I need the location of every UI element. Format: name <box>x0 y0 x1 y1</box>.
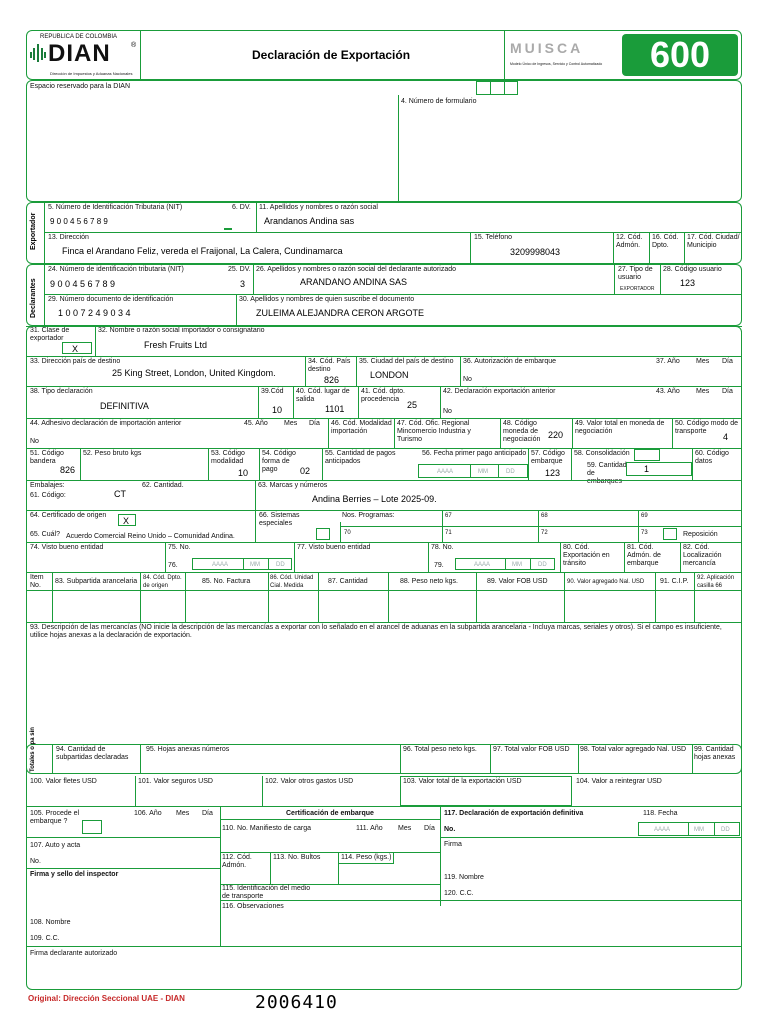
f120-label: 120. C.C. <box>444 890 474 897</box>
muisca-subtitle: Modelo Único de Ingresos, Servicio y Control Automatizado <box>510 62 603 66</box>
f45-mes: Mes <box>284 420 298 427</box>
f37-mes: Mes <box>696 358 710 365</box>
f106-label: 106. Año <box>134 810 162 817</box>
doc-id-value[interactable]: 1 0 0 7 2 4 9 0 3 4 <box>58 308 131 318</box>
f56-mm: MM <box>478 469 488 475</box>
f93-description-label: 93. Descripción de las mercancías (NO inicie la descripción de las mercancías a exportar con lo señalado en el arancel de aduanas en la subpartida arancelaria - Incluya marcas, seriales y otros). Si el campo es insuficiente, utilice hojas anexas a la declaración de exportación. <box>30 624 722 639</box>
doc-id-label: 29. Número documento de identificación <box>48 296 174 303</box>
col-f90: 90. Valor agregado Nal. USD <box>567 579 645 585</box>
reposicion-label: Reposición <box>683 531 718 538</box>
f37-label: 37. Año <box>656 358 680 365</box>
f16-label: 16. Cód. Dpto. <box>652 234 679 249</box>
decl-nit-label: 24. Número de identificación tributaria (NIT) <box>48 266 184 273</box>
f41-value[interactable]: 25 <box>407 400 418 410</box>
form-title: Declaración de Exportación <box>252 48 411 62</box>
form-number-boxes[interactable] <box>476 81 518 95</box>
f118-dd: DD <box>721 827 730 833</box>
f76-mm: MM <box>250 562 260 568</box>
f111-dia: Día <box>424 825 435 832</box>
reserved-area <box>26 80 742 202</box>
f38-label: 38. Tipo declaración <box>30 388 93 395</box>
form-number-label: 4. Número de formulario <box>401 98 477 105</box>
dian-logo-text: DIAN <box>48 40 111 67</box>
f112-label: 112. Cód. Admón. <box>222 854 252 869</box>
f82-label: 82. Cód. Localización mercancía <box>683 544 722 567</box>
f31-value[interactable]: X <box>72 344 79 354</box>
signer-label: 30. Apellidos y nombres de quien suscribe el documento <box>239 296 415 303</box>
phone-label: 15. Teléfono <box>474 234 513 241</box>
f45-dia: Día <box>309 420 320 427</box>
f111-mes: Mes <box>398 825 412 832</box>
col-f92: 92. Aplicación casilla 66 <box>697 575 735 589</box>
nos-programas-label: Nos. Programas: <box>342 512 395 519</box>
f48-label: 48. Código moneda de negociación <box>503 420 541 443</box>
address-label: 13. Dirección <box>48 234 89 241</box>
f59-value[interactable]: 1 <box>644 464 650 474</box>
f54-label: 54. Código forma de pago <box>262 450 296 473</box>
col-f87: 87. Cantidad <box>328 578 368 585</box>
col-f83: 83. Subpartida arancelaria <box>55 578 138 585</box>
phone-value[interactable]: 3209998043 <box>510 247 561 257</box>
name-label: 11. Apellidos y nombres o razón social <box>259 204 378 211</box>
f98-label: 98. Total valor agregado Nal. USD <box>580 746 687 753</box>
f119-label: 119. Nombre <box>444 874 484 881</box>
f81-label: 81. Cód. Admón. de embarque <box>627 544 661 567</box>
signer-value[interactable]: ZULEIMA ALEJANDRA CERON ARGOTE <box>256 308 425 318</box>
f118-aaaa: AAAA <box>654 827 671 833</box>
f74-label: 74. Visto bueno entidad <box>30 544 104 551</box>
decl-dv-value[interactable]: 3 <box>240 279 246 289</box>
f57-label: 57. Código embarque <box>531 450 565 465</box>
f103-label: 103. Valor total de la exportación USD <box>403 778 522 785</box>
prog-68: 68 <box>541 513 548 519</box>
prog-73: 73 <box>641 530 648 536</box>
f50-value[interactable]: 4 <box>723 432 729 442</box>
prog-70: 70 <box>344 530 351 536</box>
muisca-logo: MUISCA <box>510 40 584 56</box>
f44-label: 44. Adhesivo declaración de importación anterior <box>30 420 182 427</box>
f107-no: No. <box>30 858 41 865</box>
col-f85: 85. No. Factura <box>202 578 251 585</box>
col-f86: 86. Cód. Unidad Cial. Medida <box>270 575 314 589</box>
f113-label: 113. No. Bultos <box>273 854 321 861</box>
f61-value[interactable]: CT <box>114 489 126 499</box>
f12-label: 12. Cód. Admón. <box>616 234 643 249</box>
f76-aaaa: AAAA <box>212 562 229 568</box>
f35-label: 35. Ciudad del país de destino <box>359 358 454 365</box>
f55-label: 55. Cantidad de pagos anticipados <box>325 450 396 465</box>
f95-label: 95. Hojas anexas números <box>146 746 230 753</box>
f63-label: 63. Marcas y números <box>258 482 328 489</box>
dv-label: 6. DV. <box>232 204 251 211</box>
exportador-side-label: Exportador <box>30 212 37 250</box>
address-value[interactable]: Finca el Arandano Feliz, vereda el Fraijonal, La Calera, Cundinamarca <box>62 246 343 256</box>
republica-text: REPUBLICA DE COLOMBIA <box>40 34 118 40</box>
f102-label: 102. Valor otros gastos USD <box>265 778 354 785</box>
f35-value[interactable]: LONDON <box>370 370 409 380</box>
f46-label: 46. Cód. Modalidad importación <box>331 420 392 435</box>
f106-dia: Día <box>202 810 213 817</box>
f118-mm: MM <box>694 827 704 833</box>
f56-aaaa: AAAA <box>437 469 454 475</box>
firma-inspector-label: Firma y sello del inspector <box>30 871 119 878</box>
nit-value[interactable]: 9 0 0 4 5 6 7 8 9 <box>50 217 108 226</box>
f96-label: 96. Total peso neto kgs. <box>403 746 477 753</box>
f28-label: 28. Código usuario <box>663 266 722 273</box>
f51-label: 51. Código bandera <box>30 450 64 465</box>
dian-subtitle: Dirección de Impuestos y Aduanas Nacionales <box>50 71 133 76</box>
f38-value[interactable]: DEFINITIVA <box>100 401 149 411</box>
f118-label: 118. Fecha <box>643 810 678 817</box>
f65-value[interactable]: Acuerdo Comercial Reino Unido – Comunidad Andina. <box>66 533 235 540</box>
f79-dd: DD <box>538 562 547 568</box>
col-f88: 88. Peso neto kgs. <box>400 578 458 585</box>
f31-label: 31. Clase de exportador <box>30 327 70 342</box>
totales-side-label: Totales o pa sin <box>30 727 36 772</box>
f111-label: 111. Año <box>356 825 383 832</box>
name-value[interactable]: Arandanos Andina sas <box>264 216 355 226</box>
f108-label: 108. Nombre <box>30 919 71 926</box>
reserved-label: Espacio reservado para la DIAN <box>30 83 130 90</box>
declarantes-divider <box>26 326 742 327</box>
f79-label: 79. <box>434 562 444 569</box>
f56-label: 56. Fecha primer pago anticipado <box>422 450 527 457</box>
f39-label: 39.Cód <box>261 388 284 395</box>
f110-label: 110. No. Manifiesto de carga <box>222 825 311 832</box>
embalajes-label: Embalajes: <box>30 482 65 489</box>
f75-label: 75. No. <box>168 544 191 551</box>
dian-registered: ® <box>131 42 137 49</box>
f58-label: 58. Consolidación <box>574 450 630 457</box>
f61-label: 61. Código: <box>30 492 66 499</box>
f37-dia: Día <box>722 358 733 365</box>
dian-logo-icon <box>30 42 48 64</box>
f78-label: 78. No. <box>431 544 454 551</box>
prog-69: 69 <box>641 513 648 519</box>
f54-value[interactable]: 02 <box>300 466 311 476</box>
decl-name-value[interactable]: ARANDANO ANDINA SAS <box>300 277 408 287</box>
f43-dia: Día <box>722 388 733 395</box>
f49-label: 49. Valor total en moneda de negociación <box>575 420 665 435</box>
prog-72: 72 <box>541 530 548 536</box>
f79-mm: MM <box>512 562 522 568</box>
f36-value[interactable]: No <box>463 376 472 383</box>
f94-label: 94. Cantidad de subpartidas declaradas <box>56 746 129 761</box>
f50-label: 50. Código modo de transporte <box>675 420 739 435</box>
f34-value[interactable]: 826 <box>324 375 340 385</box>
certificacion-title: Certificación de embarque <box>286 810 374 817</box>
f77-label: 77. Visto bueno entidad <box>297 544 371 551</box>
f117-label: 117. Declaración de exportación definitiva <box>444 810 584 817</box>
f43-label: 43. Año <box>656 388 680 395</box>
f117-no: No. <box>444 826 456 833</box>
f117-firma: Firma <box>444 841 462 848</box>
f36-label: 36. Autorización de embarque <box>463 358 557 365</box>
nit-label: 5. Número de Identificación Tributaria (NIT) <box>48 204 183 211</box>
decl-name-label: 26. Apellidos y nombres o razón social del declarante autorizado <box>256 266 457 273</box>
f76-label: 76. <box>168 562 178 569</box>
firma-declarante-label: Firma declarante autorizado <box>30 950 118 957</box>
f66-label: 66. Sistemas especiales <box>259 512 300 527</box>
f53-label: 53. Código modalidad <box>211 450 245 465</box>
f42-label: 42. Declaración exportación anterior <box>443 388 556 395</box>
f33-value[interactable]: 25 King Street, London, United Kingdom. <box>112 368 276 378</box>
f60-label: 60. Código datos <box>695 450 729 465</box>
f53-value[interactable]: 10 <box>238 468 249 478</box>
f107-label: 107. Auto y acta <box>30 842 81 849</box>
f33-label: 33. Dirección país de destino <box>30 358 121 365</box>
f57-value[interactable]: 123 <box>545 468 561 478</box>
f62-label: 62. Cantidad. <box>142 482 184 489</box>
f43-mes: Mes <box>696 388 710 395</box>
f39-value[interactable]: 10 <box>272 405 283 415</box>
decl-dv-label: 25. DV. <box>228 266 251 273</box>
f80-label: 80. Cód. Exportación en tránsito <box>563 544 610 567</box>
f115-label: 115. Identificación del medio de transporte <box>222 885 311 900</box>
f51-value[interactable]: 826 <box>60 465 76 475</box>
col-f89: 89. Valor FOB USD <box>487 578 548 585</box>
f76-dd: DD <box>276 562 285 568</box>
f114-label: 114. Peso (kgs.) <box>341 854 392 861</box>
col-f84: 84. Cód. Dpto. de origen <box>143 575 182 589</box>
f104-label: 104. Valor a reintegrar USD <box>576 778 662 785</box>
f45-label: 45. Año <box>244 420 268 427</box>
f100-label: 100. Valor fletes USD <box>30 778 97 785</box>
f48-value[interactable]: 220 <box>548 430 564 440</box>
f64-value[interactable]: X <box>123 516 130 526</box>
f32-value[interactable]: Fresh Fruits Ltd <box>144 340 208 350</box>
footer-serial: 2006410 <box>255 992 338 1013</box>
f106-mes: Mes <box>176 810 190 817</box>
f40-label: 40. Cód. lugar de salida <box>296 388 350 403</box>
f63-value[interactable]: Andina Berries – Lote 2025-09. <box>312 494 437 504</box>
f105-label: 105. Procede el embarque ? <box>30 810 80 825</box>
f27-label: 27. Tipo de usuario <box>618 266 653 281</box>
decl-nit-value[interactable]: 9 0 0 4 5 6 7 8 9 <box>50 279 116 289</box>
f40-value[interactable]: 1101 <box>325 404 345 414</box>
form-number: 600 <box>650 34 711 75</box>
f47-label: 47. Cód. Ofic. Regional Mincomercio Industria y Turismo <box>397 420 471 443</box>
form-body-frame <box>26 326 742 990</box>
f41-label: 41. Cód. dpto. procedencia <box>361 388 405 403</box>
declarantes-side-label: Declarantes <box>30 278 37 318</box>
f27-value: EXPORTADOR <box>620 286 655 292</box>
f65-label: 65. Cuál? <box>30 531 60 538</box>
footer-original: Original: Dirección Seccional UAE - DIAN <box>28 994 185 1003</box>
f28-value[interactable]: 123 <box>680 278 696 288</box>
f101-label: 101. Valor seguros USD <box>138 778 213 785</box>
f56-dd: DD <box>506 469 515 475</box>
col-f91: 91. C.I.P. <box>660 578 689 585</box>
f17-label: 17. Cód. Ciudad/ Municipio <box>687 234 740 249</box>
f44-value[interactable]: No <box>30 438 39 445</box>
f79-aaaa: AAAA <box>474 562 491 568</box>
f52-label: 52. Peso bruto kgs <box>83 450 142 457</box>
f109-label: 109. C.C. <box>30 935 60 942</box>
prog-67: 67 <box>445 513 452 519</box>
f59-label: 59. Cantidad de embarques <box>587 462 627 485</box>
f34-label: 34. Cód. País destino <box>308 358 351 373</box>
f32-label: 32. Nombre o razón social importador o consignatario <box>98 327 265 334</box>
f42-value[interactable]: No <box>443 408 452 415</box>
f116-label: 116. Observaciones <box>222 903 284 910</box>
f99-label: 99. Cantidad hojas anexas <box>694 746 736 761</box>
f64-label: 64. Certificado de origen <box>30 512 107 519</box>
prog-71: 71 <box>445 530 452 536</box>
f97-label: 97. Total valor FOB USD <box>493 746 570 753</box>
col-item: Item No. <box>30 574 44 589</box>
